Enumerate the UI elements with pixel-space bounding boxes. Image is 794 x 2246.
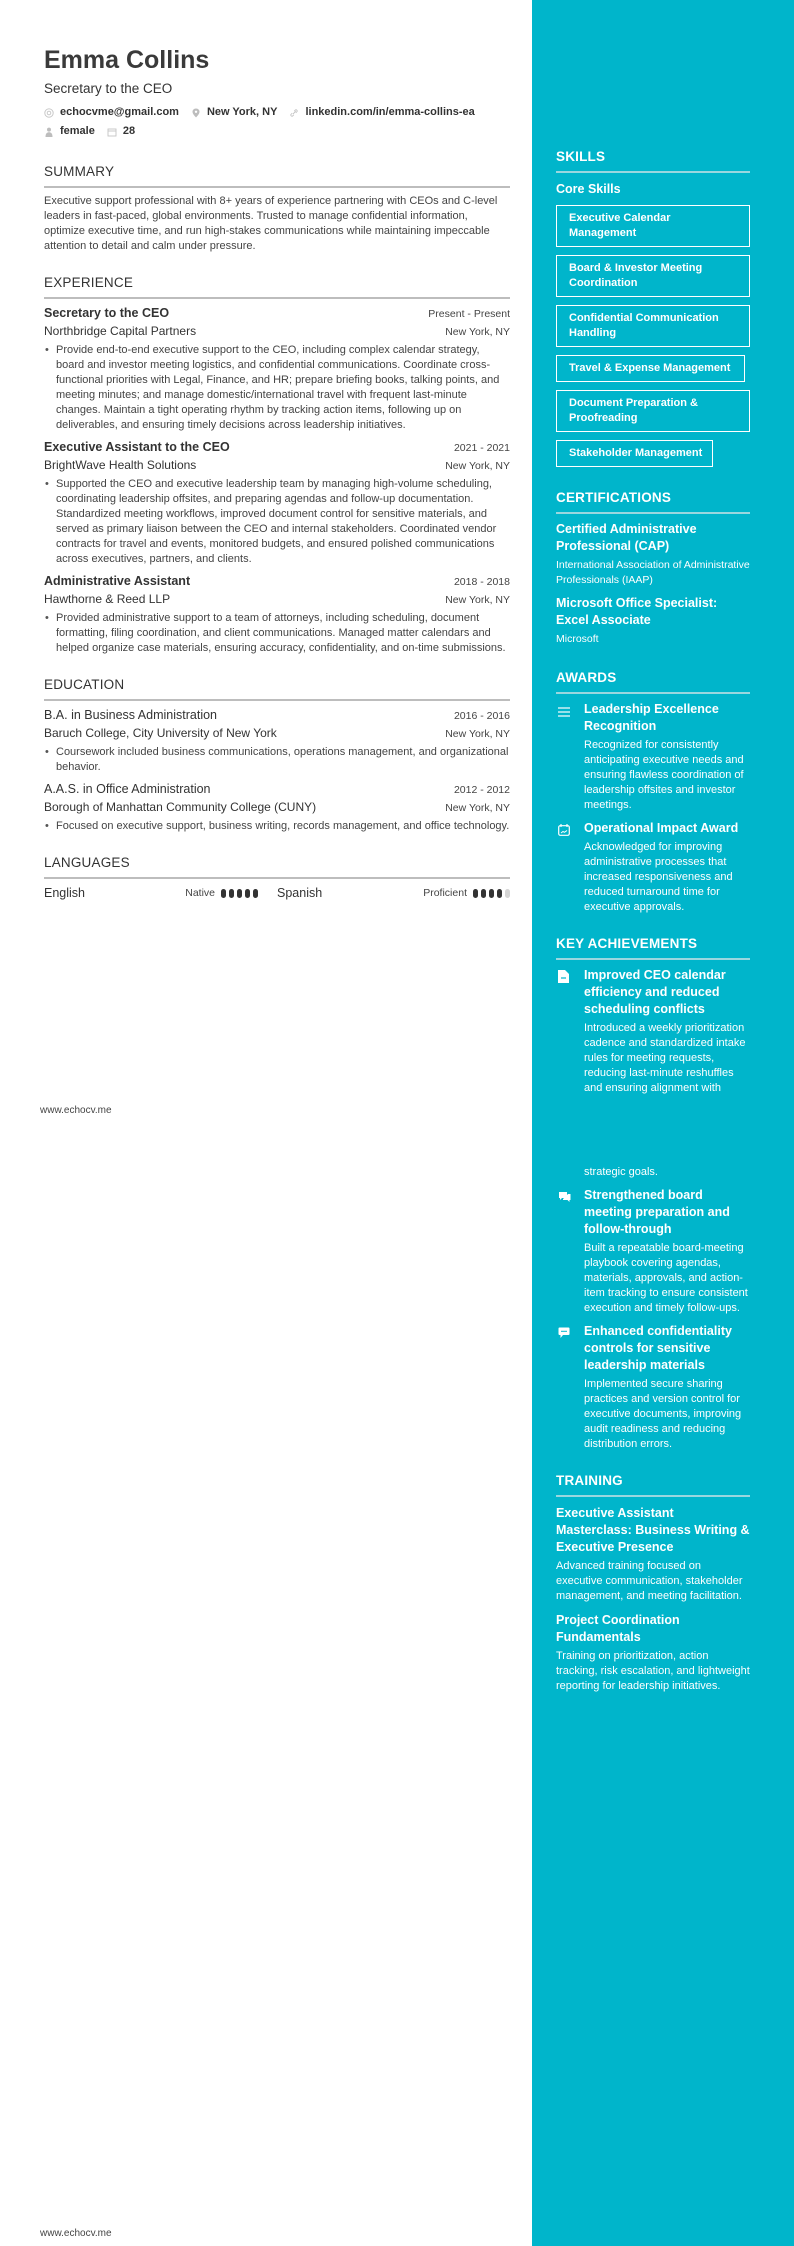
contact-age [107,124,135,139]
skill-chip: Board & Investor Meeting Coordination [556,255,750,297]
sidebar-page-1 [556,148,750,1096]
company-name: Hawthorne & Reed LLP [44,592,171,606]
school-name: Baruch College, City University of New York [44,726,277,740]
at-icon [44,108,54,118]
training-title: Executive Assistant Masterclass: Business Writing & Executive Presence [556,1506,750,1554]
education-dates: 2016 - 2016 [453,710,510,722]
job-title: Secretary to the CEO [44,306,170,320]
school-location: New York, NY [445,728,510,740]
certification-issuer: International Association of Administrative Professionals (IAAP) [556,559,750,586]
job-location: New York, NY [445,594,510,606]
language-level: Proficient [423,887,467,899]
certification-name: Certified Administrative Professional (CAP) [556,522,697,553]
achievement-title: Strengthened board meeting preparation and follow-through [584,1188,730,1236]
education-dates: 2012 - 2012 [453,784,510,796]
achievement-description: strategic goals. [584,1166,658,1178]
rating-dot-filled [497,889,502,898]
achievement-item [556,967,750,1096]
award-description: Acknowledged for improving administrative processes that increased responsiveness and reduced turnaround time for executive approvals. [584,841,733,913]
award-description: Recognized for consistently anticipating executive needs and ensuring flawless coordination of leadership offsites and investor meetings. [584,739,744,811]
education-bullet: • Coursework included business communications, operations management, and organizational behavior. [44,745,510,775]
candidate-title: Secretary to the CEO [44,81,173,96]
rating-dot-filled [473,889,478,898]
language-rating [473,889,510,898]
summary-text: Executive support professional with 8+ years of experience partnering with CEOs and C-level leaders in fast-paced, global environments. Trusted to manage confidential information, optimize executive time, and run high-stakes communications while maintaining impeccable attention to detail and calm under pressure. [44,195,498,252]
age-text: 28 [122,125,136,137]
languages-row [44,885,510,901]
education-bullet: • Focused on executive support, business writing, records management, and office technology. [44,819,510,834]
education-heading: EDUCATION [44,676,510,701]
achievements-section [556,935,750,1096]
language-item [44,885,277,901]
rating-dot-empty [505,889,510,898]
skills-heading: SKILLS [556,148,750,173]
contact-gender [44,124,95,139]
rating-dot-filled [245,889,250,898]
language-rating [221,889,261,898]
map-pin-icon [191,108,201,118]
menu-lines-icon [558,707,570,717]
skill-chip: Travel & Expense Management [556,355,745,382]
summary-section [44,163,510,254]
experience-heading: EXPERIENCE [44,274,510,299]
training-description: Advanced training focused on executive communication, stakeholder management, and meeting facilitation. [556,1560,743,1602]
achievement-description: Introduced a weekly prioritization cadence and standardized intake rules for meeting requests, reducing last-minute reshuffles and ensuring alignment with [584,1022,746,1094]
achievement-description: Built a repeatable board-meeting playbook covering agendas, materials, approvals, and action-item tracking to ensure consistent execution and timely follow-ups. [584,1242,748,1314]
experience-entry [44,305,510,433]
language-level: Native [185,887,215,899]
achievement-item [556,1187,750,1316]
experience-entry [44,439,510,567]
person-icon [44,127,54,137]
language-item [277,885,510,901]
job-dates: 2018 - 2018 [453,576,510,588]
certifications-heading: CERTIFICATIONS [556,489,750,514]
achievement-item [556,1323,750,1452]
language-name: English [44,886,85,900]
link-icon [289,108,299,118]
chat-bubbles-icon [558,1191,571,1203]
languages-heading: LANGUAGES [44,854,510,879]
experience-section [44,274,510,656]
job-location: New York, NY [445,460,510,472]
awards-section [556,669,750,915]
company-name: BrightWave Health Solutions [44,458,197,472]
footer-site-link[interactable]: www.echocv.me [40,1105,112,1116]
achievement-description: Implemented secure sharing practices and version control for executive documents, improving audit readiness and reducing distribution errors. [584,1378,742,1450]
skills-section [556,148,750,467]
award-title: Operational Impact Award [584,821,739,835]
awards-heading: AWARDS [556,669,750,694]
school-location: New York, NY [445,802,510,814]
sidebar-page-2 [556,1165,750,1694]
gender-text: female [60,125,95,137]
rating-dot-filled [221,889,226,898]
job-title: Executive Assistant to the CEO [44,440,230,454]
education-entry [44,707,510,775]
contact-linkedin[interactable] [289,105,474,120]
chat-bubble-icon [558,1327,570,1339]
training-description: Training on prioritization, action tracking, risk escalation, and lightweight reporting for leadership initiatives. [556,1650,750,1692]
achievement-item-continued [556,1165,750,1180]
certification-issuer: Microsoft [556,633,599,645]
job-title: Administrative Assistant [44,574,191,588]
award-item [556,820,750,915]
rating-dot-filled [229,889,234,898]
contact-location [191,105,278,120]
rating-dot-filled [253,889,258,898]
certification-name: Microsoft Office Specialist: Excel Associate [556,596,718,627]
skill-chip: Executive Calendar Management [556,205,750,247]
degree-name: A.A.S. in Office Administration [44,782,211,796]
education-section [44,676,510,834]
calendar-icon [107,127,117,137]
calendar-chart-icon [558,824,570,836]
skill-chip: Stakeholder Management [556,440,713,467]
training-heading: TRAINING [556,1472,750,1497]
main-column [44,44,510,901]
achievement-title: Enhanced confidentiality controls for sensitive leadership materials [584,1324,732,1372]
school-name: Borough of Manhattan Community College (CUNY) [44,800,317,814]
education-entry [44,781,510,834]
job-dates: Present - Present [428,308,510,320]
contact-row-2 [44,124,510,139]
languages-section [44,854,510,901]
job-bullet: • Supported the CEO and executive leadership team by managing high-volume scheduling, coordinating leadership offsites, and preparing agendas and follow-up documentation. Standardized meeting workflows, improved document control for sensitive materials, and served as primary liaison between the CEO and internal stakeholders. Coordinated vendor contracts for travel and events, monitored budgets, and ensured polished communications across executives, partners, and clients. [44,477,510,567]
footer-site-link[interactable]: www.echocv.me [40,2228,112,2239]
email-text: echocvme@gmail.com [60,106,179,118]
linkedin-text: linkedin.com/in/emma-collins-ea [305,106,475,118]
rating-dot-filled [489,889,494,898]
training-section [556,1472,750,1694]
achievements-heading: KEY ACHIEVEMENTS [556,935,750,960]
job-bullet: • Provide end-to-end executive support to the CEO, including complex calendar strategy, board and investor meeting logistics, and confidential communications. Coordinate cross-functional priorities with Legal, Finance, and HR; prepare briefing books, talking points, and meeting minutes; and manage domestic/international travel with frequent last-minute changes. Maintain a tight operating rhythm by tracking action items, following up on deliverables, and ensuring timely decisions across leadership initiatives. [44,343,510,433]
job-bullet: • Provided administrative support to a team of attorneys, including scheduling, document formatting, filing coordination, and client communications. Managed matter calendars and helped organize case materials, ensuring accuracy, confidentiality, and on-time submissions. [44,611,510,656]
achievement-title: Improved CEO calendar efficiency and reduced scheduling conflicts [584,968,726,1016]
language-name: Spanish [277,886,323,900]
job-dates: 2021 - 2021 [453,442,510,454]
company-name: Northbridge Capital Partners [44,324,197,338]
contact-row-1 [44,105,510,120]
summary-heading: SUMMARY [44,163,510,188]
candidate-name: Emma Collins [44,46,210,74]
document-icon [558,970,569,983]
skill-chip: Confidential Communication Handling [556,305,750,347]
award-item [556,701,750,813]
experience-entry [44,573,510,656]
skill-chip: Document Preparation & Proofreading [556,390,750,432]
contact-email[interactable] [44,105,179,120]
degree-name: B.A. in Business Administration [44,708,217,722]
job-location: New York, NY [445,326,510,338]
training-title: Project Coordination Fundamentals [556,1613,680,1644]
certifications-section [556,489,750,647]
skills-group-label: Core Skills [556,182,621,196]
location-text: New York, NY [206,106,278,118]
rating-dot-filled [481,889,486,898]
rating-dot-filled [237,889,242,898]
award-title: Leadership Excellence Recognition [584,702,719,733]
